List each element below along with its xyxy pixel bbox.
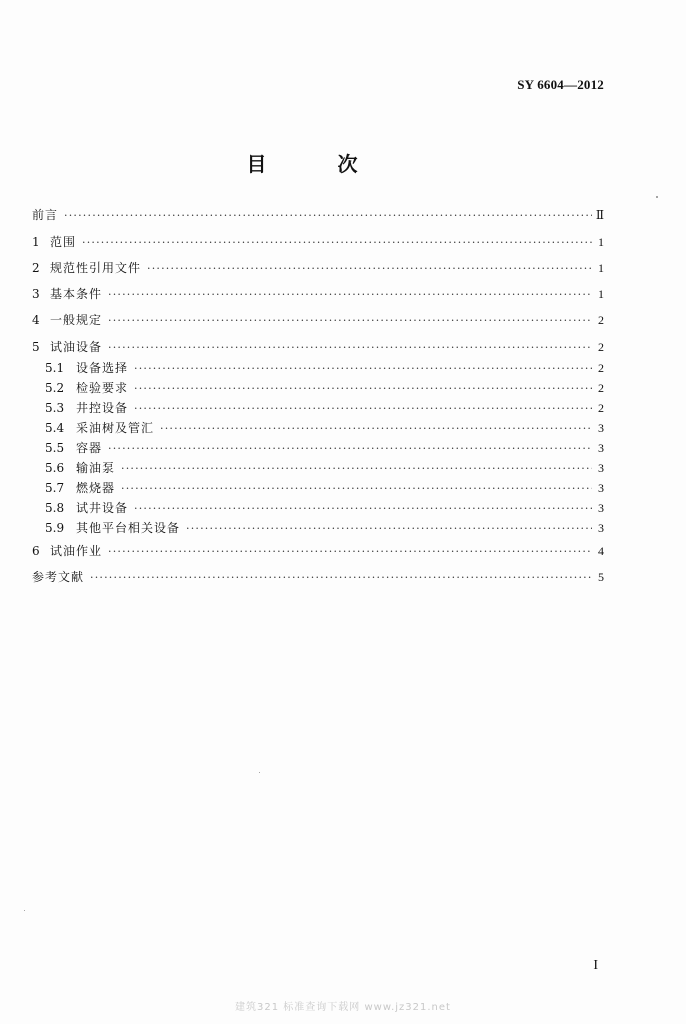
toc-entry-number: 2	[32, 261, 40, 275]
scan-speck	[24, 910, 25, 911]
toc-entry-number: 5.7	[45, 481, 65, 495]
toc-entry-number: 5.5	[45, 441, 65, 455]
toc-entry-page: 3	[598, 421, 604, 435]
toc-entry-title: 检验要求	[76, 381, 129, 395]
standard-code: SY 6604—2012	[517, 77, 604, 92]
toc-entry-5-4[interactable]	[45, 419, 604, 437]
toc-entry-title: 井控设备	[76, 401, 129, 415]
toc-entry-5-1[interactable]	[45, 359, 604, 377]
toc-entry-page: 2	[598, 381, 604, 395]
toc-entry-title: 采油树及管汇	[76, 421, 155, 435]
toc-leader-dots	[108, 340, 592, 356]
toc-entry-general-provisions[interactable]	[32, 311, 604, 329]
toc-entry-page: 1	[598, 261, 604, 275]
toc-entry-number: 5.6	[45, 461, 65, 475]
toc-entry-foreword[interactable]	[32, 206, 604, 224]
toc-entry-basic-conditions[interactable]	[32, 285, 604, 303]
toc-entry-page: 2	[598, 401, 604, 415]
toc-entry-number: 5.2	[45, 381, 65, 395]
toc-entry-title: 试油设备	[50, 340, 103, 354]
toc-leader-dots	[186, 521, 592, 537]
toc-entry-page: 5	[598, 570, 604, 584]
toc-entry-5-5[interactable]	[45, 439, 604, 457]
toc-entry-number: 5.8	[45, 501, 65, 515]
toc-leader-dots	[121, 481, 592, 497]
toc-leader-dots	[134, 361, 592, 377]
toc-entry-title: 规范性引用文件	[50, 261, 142, 275]
toc-entry-title: 一般规定	[50, 313, 103, 327]
toc-entry-scope[interactable]	[32, 233, 604, 251]
toc-entry-number: 4	[32, 313, 40, 327]
toc-entry-page: 2	[598, 361, 604, 375]
toc-entry-normative-references[interactable]	[32, 259, 604, 277]
toc-leader-dots	[108, 544, 592, 560]
toc-entry-title: 其他平台相关设备	[76, 521, 181, 535]
toc-entry-number: 5.9	[45, 521, 65, 535]
toc-title: 目 次	[246, 152, 390, 176]
toc-entry-title: 试井设备	[76, 501, 129, 515]
toc-entry-5-8[interactable]	[45, 499, 604, 517]
toc-entry-5-9[interactable]	[45, 519, 604, 537]
toc-entry-page: 2	[598, 313, 604, 327]
toc-leader-dots	[64, 208, 592, 224]
toc-entry-testing-operations[interactable]	[32, 542, 604, 560]
toc-entry-title: 前言	[32, 208, 59, 222]
toc-entry-page: 1	[598, 287, 604, 301]
toc-entry-page: 3	[598, 481, 604, 495]
toc-entry-testing-equipment[interactable]	[32, 338, 604, 356]
toc-entry-number: 5.3	[45, 401, 65, 415]
scan-speck	[259, 772, 260, 773]
toc-entry-5-6[interactable]	[45, 459, 604, 477]
toc-entry-bibliography[interactable]	[32, 568, 604, 586]
toc-entry-page: 3	[598, 461, 604, 475]
page-number: I	[593, 958, 598, 973]
toc-entry-title: 设备选择	[76, 361, 129, 375]
toc-leader-dots	[134, 501, 592, 517]
toc-entry-title: 基本条件	[50, 287, 103, 301]
toc-leader-dots	[108, 287, 592, 303]
toc-entry-page: 3	[598, 501, 604, 515]
toc-entry-5-2[interactable]	[45, 379, 604, 397]
toc-leader-dots	[82, 235, 592, 251]
toc-entry-title: 参考文献	[32, 570, 85, 584]
toc-leader-dots	[108, 313, 592, 329]
toc-leader-dots	[134, 401, 592, 417]
toc-entry-number: 5.4	[45, 421, 65, 435]
scan-speck	[656, 196, 658, 198]
toc-entry-title: 容器	[76, 441, 103, 455]
watermark: 建筑321 标准查询下载网 www.jz321.net	[235, 1002, 451, 1013]
toc-leader-dots	[90, 570, 592, 586]
toc-entry-page: 3	[598, 441, 604, 455]
toc-leader-dots	[121, 461, 592, 477]
toc-entry-number: 3	[32, 287, 40, 301]
toc-entry-5-7[interactable]	[45, 479, 604, 497]
toc-leader-dots	[108, 441, 592, 457]
toc-leader-dots	[134, 381, 592, 397]
toc-entry-title: 范围	[50, 235, 77, 249]
toc-entry-page: 4	[598, 544, 604, 558]
toc-entry-number: 6	[32, 544, 40, 558]
toc-entry-5-3[interactable]	[45, 399, 604, 417]
toc-entry-page: 3	[598, 521, 604, 535]
toc-entry-title: 燃烧器	[76, 481, 116, 495]
toc-entry-number: 5	[32, 340, 40, 354]
toc-entry-title: 试油作业	[50, 544, 103, 558]
toc-leader-dots	[147, 261, 592, 277]
toc-entry-number: 1	[32, 235, 40, 249]
toc-entry-title: 输油泵	[76, 461, 116, 475]
toc-entry-number: 5.1	[45, 361, 65, 375]
toc-leader-dots	[160, 421, 592, 437]
toc-entry-page: 1	[598, 235, 604, 249]
toc-entry-page: 2	[598, 340, 604, 354]
toc-entry-page: Ⅱ	[595, 208, 604, 222]
